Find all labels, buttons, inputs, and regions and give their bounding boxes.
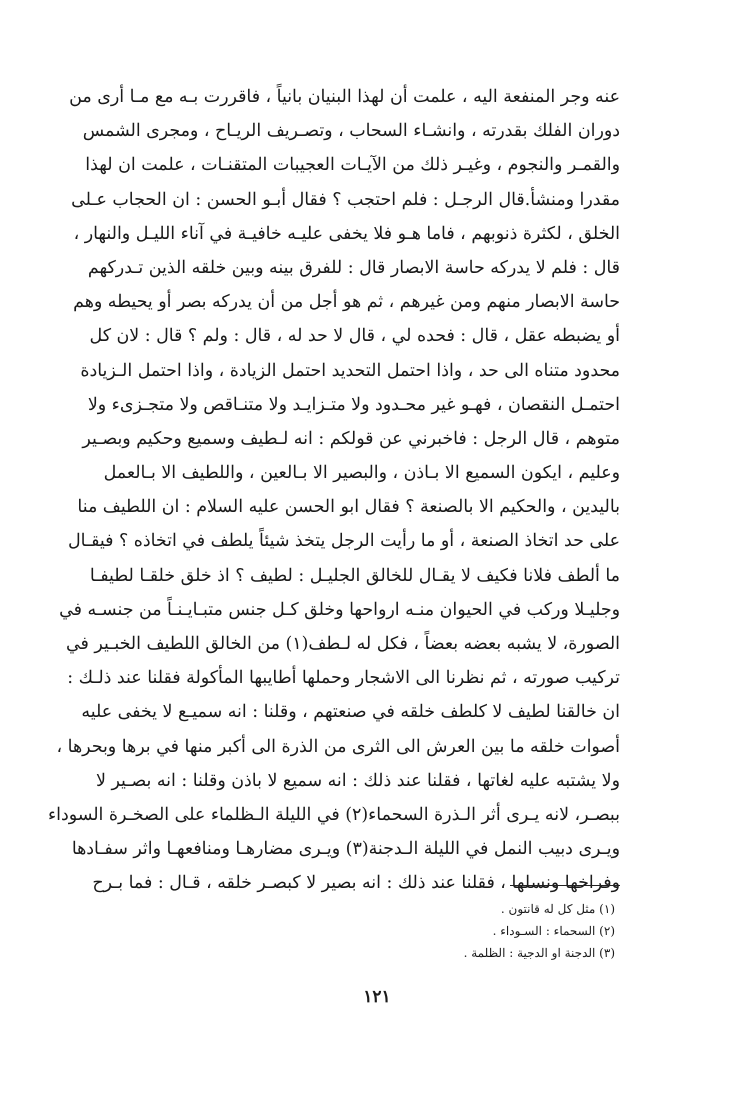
footnote-separator bbox=[510, 885, 620, 886]
text-line: محدود متناه الى حد ، واذا احتمل التحديد احتمل الزيادة ، واذا احتمل الـزيادة bbox=[80, 360, 620, 381]
text-line: أصوات خلقه ما بين العرش الى الثرى من الذرة الى أكبر منها في برها وبحرها ، bbox=[56, 736, 620, 757]
text-line: وفراخها ونسلها ، فقلنا عند ذلك : انه بصير لا كبصـر خلقه ، قـال : فما بـرح bbox=[92, 873, 620, 894]
page-number: ١٢١ bbox=[363, 987, 391, 1007]
text-line: والقمـر والنجوم ، وغيـر ذلك من الآيـات العجيبات المتقنـات ، علمت ان لهذا bbox=[85, 155, 620, 176]
text-line: على حد اتخاذ الصنعة ، أو ما رأيت الرجل يتخذ شيئاً يلطف في اتخاذه ؟ فيقـال bbox=[68, 531, 620, 552]
text-line: ويـرى دبيب النمل في الليلة الـدجنة(٣) ويـرى مضارهـا ومنافعهـا واثر سفـادها bbox=[71, 839, 620, 860]
text-line: وجليـلا وركب في الحيوان منـه ارواحها وخلق كـل جنس متبـايـنـاً من جنسـه في bbox=[59, 599, 620, 620]
text-line: ولا يشتبه عليه لغاتها ، فقلنا عند ذلك : انه سميع لا باذن وقلنا : انه بصـير لا bbox=[96, 770, 620, 791]
footnote-2: (٢) السحماء : السـوداء . bbox=[492, 924, 615, 938]
footnote-3: (٣) الدجنة او الدجية : الظلمة . bbox=[463, 946, 615, 960]
text-line: دوران الفلك بقدرته ، وانشـاء السحاب ، وتصـريف الريـاح ، ومجرى الشمس bbox=[82, 121, 620, 142]
text-line: ما ألطف فلانا فكيف لا يقـال للخالق الجليـل : لطيف ؟ اذ خلق خلقـا لطيفـا bbox=[89, 565, 620, 586]
text-line: أو يضبطه عقل ، قال : فحده لي ، قال لا حد له ، قال : ولم ؟ قال : لان كل bbox=[89, 326, 620, 347]
text-line: حاسة الابصار منهم ومن غيرهم ، ثم هو أجل من أن يدركه بصر أو يحيطه وهم bbox=[73, 292, 620, 313]
text-line: متوهم ، قال الرجل : فاخبرني عن قولكم : انه لـطيف وسميع وحكيم وبصـير bbox=[82, 428, 620, 449]
text-line: الصورة، لا يشبه بعضه بعضاً ، فكل له لـطف(١) من الخالق اللطيف الخبـير في bbox=[66, 634, 620, 654]
text-line: ان خالقنا لطيف لا كلطف خلقه في صنعتهم ، وقلنا : انه سميـع لا يخفى عليه bbox=[81, 702, 620, 723]
text-line: تركيب صورته ، ثم نظرنا الى الاشجار وحملها أطايبها المأكولة فقلنا عند ذلـك : bbox=[67, 668, 620, 689]
text-line: باليدين ، والحكيم الا بالصنعة ؟ فقال ابو الحسن عليه السلام : ان اللطيف منا bbox=[77, 497, 620, 518]
text-line: مقدرا ومنشأ.قال الرجـل : فلم احتجب ؟ فقال أبـو الحسن : ان الحجاب عـلى bbox=[71, 189, 620, 210]
footnotes bbox=[300, 898, 615, 964]
text-line: عنه وجر المنفعة اليه ، علمت أن لهذا البنيان بانياً ، فاقررت بـه مع مـا أرى من bbox=[69, 87, 620, 107]
text-line: الخلق ، لكثرة ذنوبهم ، فاما هـو فلا يخفى عليـه خافيـة في آناء الليـل والنهار ، bbox=[73, 223, 620, 244]
text-line: وعليم ، ايكون السميع الا بـاذن ، والبصير الا بـالعين ، واللطيف الا بـالعمل bbox=[103, 463, 620, 484]
text-line: احتمـل النقصان ، فهـو غير محـدود ولا متـزايـد ولا متنـاقص ولا متجـزىء ولا bbox=[87, 394, 620, 415]
text-line: قال : فلم لا يدركه حاسة الابصار قال : للفرق بينه وبين خلقه الذين تـدركهم bbox=[87, 257, 620, 278]
text-line: ببصـر، لانه يـرى أثر الـذرة السحماء(٢) في الليلة الـظلماء على الصخـرة السوداء bbox=[47, 804, 620, 825]
main-text-block bbox=[47, 80, 620, 901]
footnote-1: (١) مثل كل له قانتون . bbox=[500, 902, 615, 916]
